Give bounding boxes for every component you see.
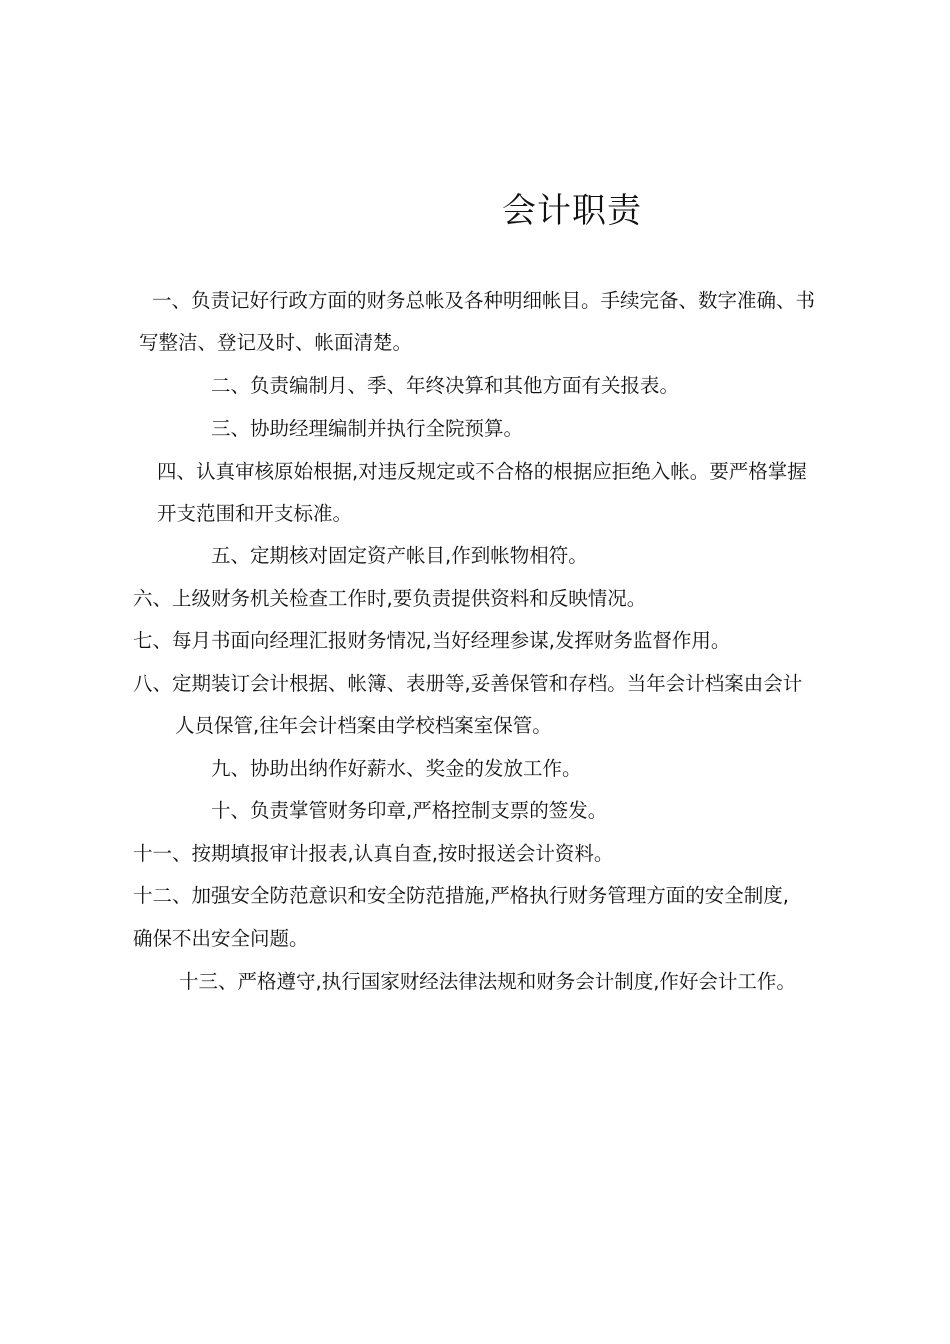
duty-1-line-1: 一、负责记好行政方面的财务总帐及各种明细帐目。手续完备、数字准确、书 — [152, 289, 816, 312]
duty-4-line-1: 四、认真审核原始根据,对违反规定或不合格的根据应拒绝入帐。要严格掌握 — [157, 460, 807, 483]
duty-5: 五、定期核对固定资产帐目,作到帐物相符。 — [211, 544, 588, 567]
duty-12-line-1: 十二、加强安全防范意识和安全防范措施,严格执行财务管理方面的安全制度, — [133, 884, 789, 907]
duty-6: 六、上级财务机关检查工作时,要负责提供资料和反映情况。 — [133, 587, 647, 610]
page-title: 会计职责 — [502, 191, 642, 231]
duty-12-line-2: 确保不出安全问题。 — [133, 927, 309, 950]
duty-13: 十三、严格遵守,执行国家财经法律法规和财务会计制度,作好会计工作。 — [179, 970, 796, 993]
duty-8-line-1: 八、定期装订会计根据、帐簿、表册等,妥善保管和存档。当年会计档案由会计 — [133, 672, 803, 695]
duty-9: 九、协助出纳作好薪水、奖金的发放工作。 — [211, 757, 582, 780]
duty-7: 七、每月书面向经理汇报财务情况,当好经理参谋,发挥财务监督作用。 — [133, 629, 731, 652]
duty-1-line-2: 写整洁、登记及时、帐面清楚。 — [139, 331, 413, 354]
duty-2: 二、负责编制月、季、年终决算和其他方面有关报表。 — [211, 374, 680, 397]
duty-10: 十、负责掌管财务印章,严格控制支票的签发。 — [211, 799, 608, 822]
duty-8-line-2: 人员保管,往年会计档案由学校档案室保管。 — [175, 714, 552, 737]
duty-3: 三、协助经理编制并执行全院预算。 — [211, 417, 524, 440]
duty-4-line-2: 开支范围和开支标准。 — [157, 502, 353, 525]
duty-11: 十一、按期填报审计报表,认真自查,按时报送会计资料。 — [133, 842, 614, 865]
